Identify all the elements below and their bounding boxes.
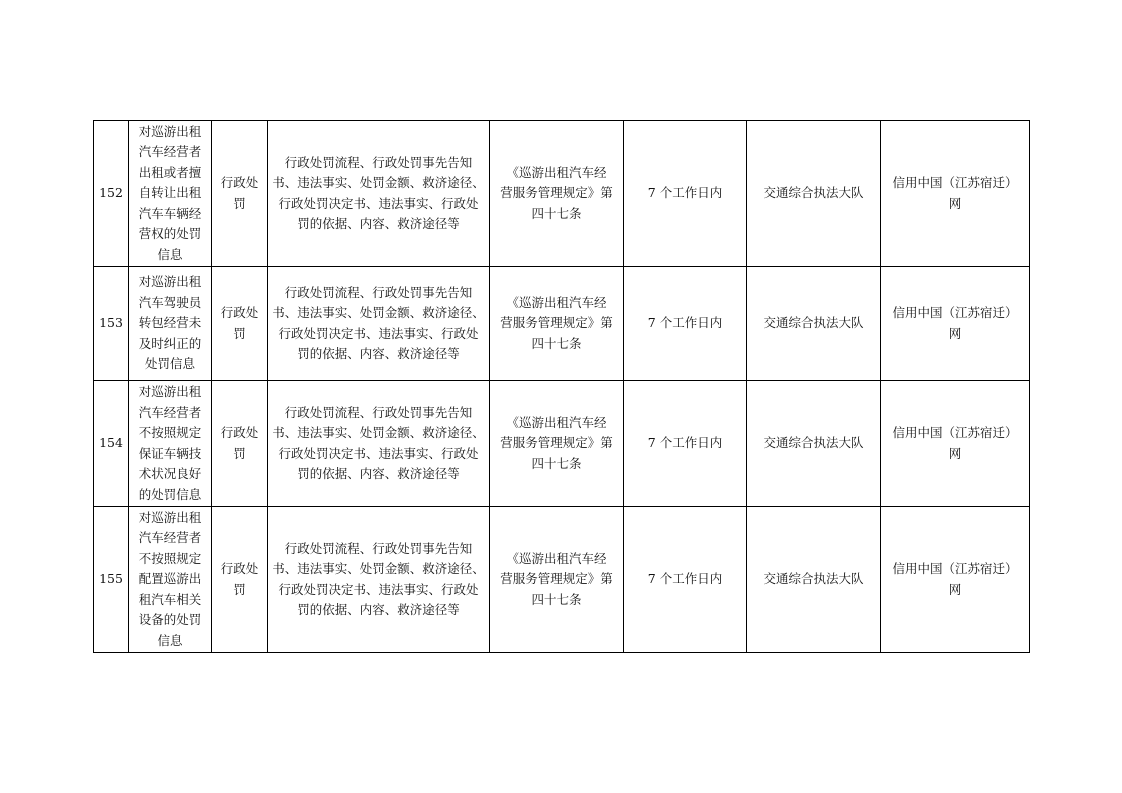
row-number: 155 — [94, 507, 129, 653]
table-row — [94, 121, 1030, 267]
responsible-subject: 交通综合执法大队 — [747, 381, 881, 507]
disclosure-content: 行政处罚流程、行政处罚事先告知 书、违法事实、处罚金额、救济途径、 行政处罚决定书、违法事实、行政处 罚的依据、内容、救济途径等 — [268, 267, 490, 381]
disclosure-channel: 信用中国（江苏宿迁） 网 — [881, 267, 1030, 381]
deadline: 7 个工作日内 — [624, 507, 747, 653]
item-name: 对巡游出租 汽车经营者 出租或者擅 自转让出租 汽车车辆经 营权的处罚 信息 — [129, 121, 212, 267]
deadline: 7 个工作日内 — [624, 381, 747, 507]
responsible-subject: 交通综合执法大队 — [747, 267, 881, 381]
disclosure-channel: 信用中国（江苏宿迁） 网 — [881, 507, 1030, 653]
category: 行政处 罚 — [212, 381, 268, 507]
row-number: 152 — [94, 121, 129, 267]
legal-basis: 《巡游出租汽车经 营服务管理规定》第 四十七条 — [490, 381, 624, 507]
disclosure-channel: 信用中国（江苏宿迁） 网 — [881, 381, 1030, 507]
table-row — [94, 267, 1030, 381]
disclosure-channel: 信用中国（江苏宿迁） 网 — [881, 121, 1030, 267]
disclosure-content: 行政处罚流程、行政处罚事先告知 书、违法事实、处罚金额、救济途径、 行政处罚决定书、违法事实、行政处 罚的依据、内容、救济途径等 — [268, 381, 490, 507]
legal-basis: 《巡游出租汽车经 营服务管理规定》第 四十七条 — [490, 267, 624, 381]
item-name: 对巡游出租 汽车经营者 不按照规定 配置巡游出 租汽车相关 设备的处罚 信息 — [129, 507, 212, 653]
deadline: 7 个工作日内 — [624, 121, 747, 267]
legal-basis: 《巡游出租汽车经 营服务管理规定》第 四十七条 — [490, 507, 624, 653]
table-row — [94, 381, 1030, 507]
disclosure-content: 行政处罚流程、行政处罚事先告知 书、违法事实、处罚金额、救济途径、 行政处罚决定书、违法事实、行政处 罚的依据、内容、救济途径等 — [268, 507, 490, 653]
category: 行政处 罚 — [212, 267, 268, 381]
deadline: 7 个工作日内 — [624, 267, 747, 381]
disclosure-content: 行政处罚流程、行政处罚事先告知 书、违法事实、处罚金额、救济途径、 行政处罚决定书、违法事实、行政处 罚的依据、内容、救济途径等 — [268, 121, 490, 267]
table-row — [94, 507, 1030, 653]
item-name: 对巡游出租 汽车经营者 不按照规定 保证车辆技 术状况良好 的处罚信息 — [129, 381, 212, 507]
category: 行政处 罚 — [212, 507, 268, 653]
row-number: 154 — [94, 381, 129, 507]
legal-basis: 《巡游出租汽车经 营服务管理规定》第 四十七条 — [490, 121, 624, 267]
responsible-subject: 交通综合执法大队 — [747, 121, 881, 267]
disclosure-table — [93, 120, 1030, 653]
item-name: 对巡游出租 汽车驾驶员 转包经营未 及时纠正的 处罚信息 — [129, 267, 212, 381]
category: 行政处 罚 — [212, 121, 268, 267]
responsible-subject: 交通综合执法大队 — [747, 507, 881, 653]
row-number: 153 — [94, 267, 129, 381]
